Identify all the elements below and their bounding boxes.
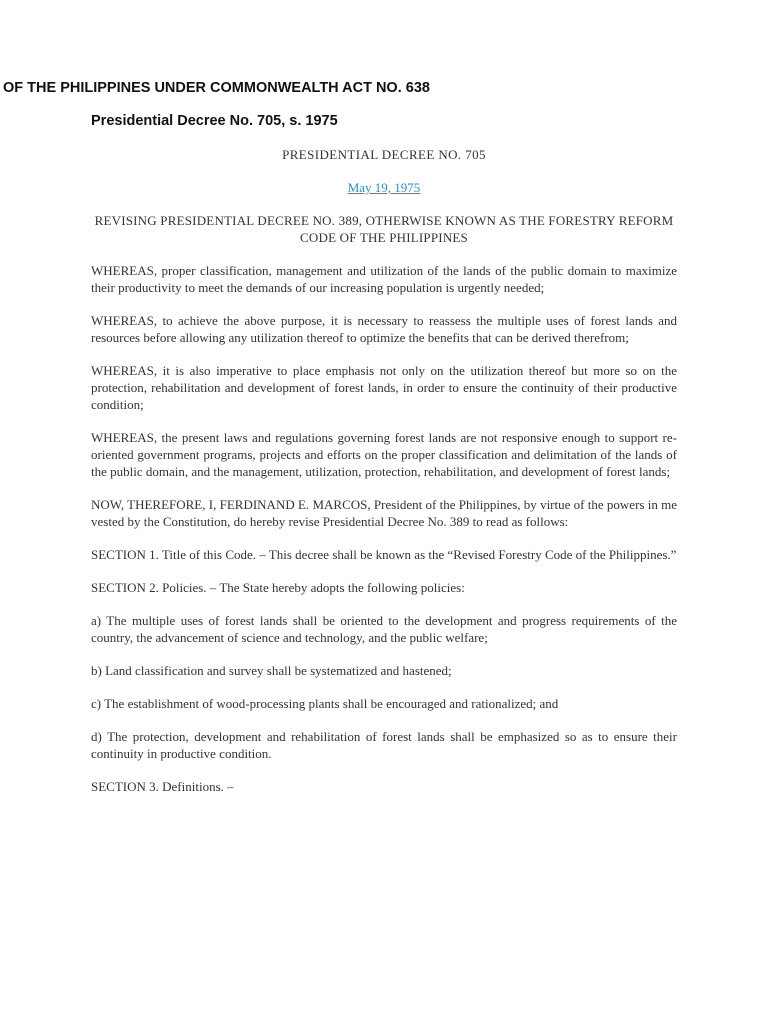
whereas-clause: WHEREAS, the present laws and regulations governing forest lands are not responsive enough to support re-oriented government programs, projects and efforts on the proper classification and delimitation of the lands of the public domain, and the management, utilization, protection, rehabilitation, and development of forest lands; [91,430,677,479]
whereas-clause: WHEREAS, proper classification, management and utilization of the lands of the public domain to maximize their productivity to meet the demands of our increasing population is urgently needed; [91,263,677,295]
whereas-clause: WHEREAS, to achieve the above purpose, it is necessary to reassess the multiple uses of forest lands and resources before allowing any utilization thereof to optimize the benefits that can be derived therefrom; [91,313,677,345]
policy-item: d) The protection, development and rehabilitation of forest lands shall be emphasized so as to ensure their continuity in productive condition. [91,729,677,761]
section-2-policies: SECTION 2. Policies. – The State hereby adopts the following policies: [91,580,465,595]
decree-date-line [91,179,677,196]
whereas-clause: WHEREAS, it is also imperative to place emphasis not only on the utilization thereof but more so on the protection, rehabilitation and development of forest lands, in order to ensure the continuity of their productive condition; [91,363,677,412]
decree-subject: REVISING PRESIDENTIAL DECREE NO. 389, OTHERWISE KNOWN AS THE FORESTRY REFORM CODE OF THE PHILIPPINES [94,213,674,245]
policy-item: b) Land classification and survey shall be systematized and hastened; [91,663,452,678]
decree-number: PRESIDENTIAL DECREE NO. 705 [282,147,486,162]
enacting-clause: NOW, THEREFORE, I, FERDINAND E. MARCOS, President of the Philippines, by virtue of the powers in me vested by the Constitution, do hereby revise Presidential Decree No. 389 to read as follows: [91,497,677,529]
policy-item: a) The multiple uses of forest lands shall be oriented to the development and progress requirements of the country, the advancement of science and technology, and the public welfare; [91,613,677,645]
page-banner-title: OF THE PHILIPPINES UNDER COMMONWEALTH ACT NO. 638 [3,80,430,96]
policy-item: c) The establishment of wood-processing plants shall be encouraged and rationalized; and [91,696,559,711]
document-title: Presidential Decree No. 705, s. 1975 [91,113,338,129]
decree-date-link[interactable]: May 19, 1975 [347,180,421,195]
section-3-definitions: SECTION 3. Definitions. – [91,779,234,794]
decree-content [91,146,677,811]
section-1-title: SECTION 1. Title of this Code. – This decree shall be known as the “Revised Forestry Code of the Philippines.” [91,547,677,562]
